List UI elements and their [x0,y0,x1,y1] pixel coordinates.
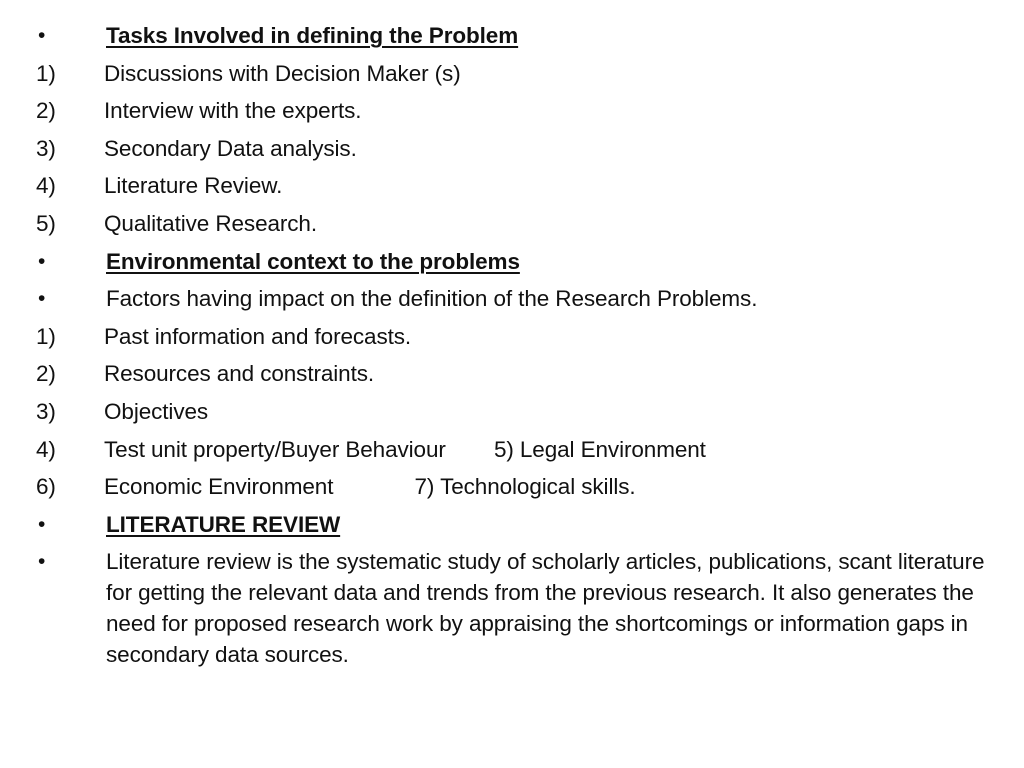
number-marker: 4) [36,436,56,462]
bullet-marker: • [38,24,46,47]
list-item [36,95,996,133]
list-item-literature-paragraph [36,546,996,670]
number-marker: 1) [36,60,56,86]
list-item-text: Discussions with Decision Maker (s) [104,60,461,86]
number-marker: 4) [36,173,56,199]
list-item-text: Past information and forecasts. [104,323,412,349]
list-item-combined [104,434,996,465]
list-item-text: Factors having impact on the definition of the Research Problems. [106,286,758,312]
number-marker: 5) [36,210,56,236]
list-item [36,434,996,472]
list-item-text: Qualitative Research. [104,210,318,236]
list-item-text: Secondary Data analysis. [104,135,357,161]
list-item [36,283,996,321]
list-item-tasks-heading [36,20,996,58]
content-list [36,20,996,670]
list-item-secondary-text: 5) Legal Environment [493,436,706,462]
number-marker: 3) [36,398,56,424]
bullet-marker: • [38,249,46,273]
section-heading-environmental: Environmental context to the problems [106,248,520,274]
list-item-literature-heading [36,509,996,547]
list-item-secondary-text: 7) Technological skills. [414,474,636,500]
section-heading-tasks: Tasks Involved in defining the Problem [106,23,519,48]
list-item [36,321,996,359]
literature-review-paragraph: Literature review is the systematic study of scholarly articles, publications, scant literature for getting the relevant data and trends from the previous research. It also generates the need for proposed research work by appraising the shortcomings or information gaps in secondary data sources. [106,549,985,668]
bullet-marker: • [38,287,46,311]
list-item [36,58,996,96]
bullet-marker: • [38,550,46,574]
list-item-environmental-heading [36,246,996,284]
list-item-combined [104,471,996,502]
list-item [36,133,996,171]
number-marker: 6) [36,474,56,500]
list-item-text: Resources and constraints. [104,361,375,387]
list-item [36,170,996,208]
bullet-marker: • [38,512,46,536]
list-item [36,208,996,246]
list-item-text: Economic Environment [104,474,334,500]
list-item-text: Test unit property/Buyer Behaviour [104,436,446,462]
section-heading-literature: LITERATURE REVIEW [106,511,341,537]
list-item [36,471,996,509]
number-marker: 3) [36,135,56,161]
list-item-text: Interview with the experts. [104,98,362,124]
list-item-text: Objectives [104,398,209,424]
list-item-text: Literature Review. [104,173,283,199]
number-marker: 2) [36,361,56,387]
list-item [36,358,996,396]
number-marker: 1) [36,323,56,349]
list-item [36,396,996,434]
number-marker: 2) [36,98,56,124]
